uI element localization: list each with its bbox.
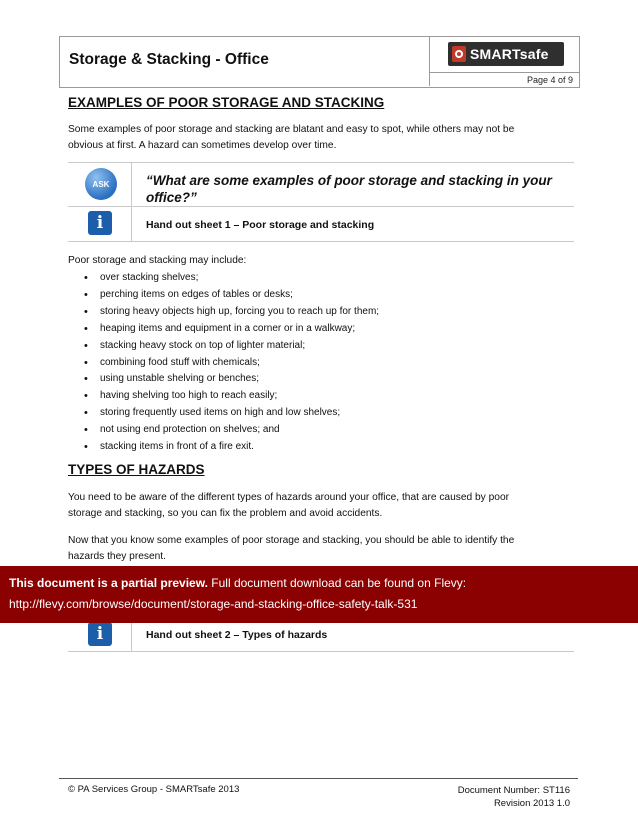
table-divider	[131, 163, 132, 241]
list-item: • stacking heavy stock on top of lighter material;	[80, 338, 379, 355]
intro-line: obvious at first. A hazard can sometimes develop over time.	[68, 140, 337, 151]
footer-divider	[59, 778, 578, 779]
list-item: • stacking items in front of a fire exit.	[80, 439, 379, 456]
list-item: • over stacking shelves;	[80, 270, 379, 287]
smartsafe-logo-icon	[452, 46, 466, 62]
preview-banner	[0, 566, 638, 623]
info-icon: i	[88, 211, 112, 235]
document-number: Document Number: ST116	[457, 785, 570, 796]
ask-icon: ASK	[85, 168, 117, 200]
ask-prompt-table	[68, 162, 574, 242]
intro-paragraph	[68, 122, 548, 154]
page-number: Page 4 of 9	[526, 75, 573, 85]
banner-bold-text: This document is a partial preview.	[9, 576, 208, 590]
list-intro: Poor storage and stacking may include:	[68, 255, 247, 266]
section-heading-examples: EXAMPLES OF POOR STORAGE AND STACKING	[68, 95, 385, 110]
info-icon: i	[88, 622, 112, 646]
paragraph-line: Now that you know some examples of poor storage and stacking, you should be able to identify the	[68, 535, 515, 546]
banner-text: Full document download can be found on Flevy:	[207, 576, 467, 590]
list-item: • storing frequently used items on high and low shelves;	[80, 405, 379, 422]
list-item: • perching items on edges of tables or desks;	[80, 287, 379, 304]
document-title: Storage & Stacking - Office	[69, 51, 269, 68]
list-item: • combining food stuff with chemicals;	[80, 355, 379, 372]
section-heading-hazards: TYPES OF HAZARDS	[68, 462, 205, 477]
banner-message	[9, 576, 466, 590]
intro-line: Some examples of poor storage and stacking are blatant and easy to spot, while others may not be	[68, 124, 515, 135]
handout-sheet-1: Hand out sheet 1 – Poor storage and stacking	[146, 219, 375, 231]
poor-storage-list	[80, 270, 379, 456]
footer-doc-info	[458, 784, 570, 810]
list-item: • having shelving too high to reach easily;	[80, 388, 379, 405]
paragraph-line: storage and stacking, so you can fix the problem and avoid accidents.	[68, 508, 383, 519]
question-line: “What are some examples of poor storage and stacking in your	[146, 173, 552, 188]
hazards-paragraph-1	[68, 490, 548, 522]
list-item: • not using end protection on shelves; and	[80, 422, 379, 439]
header-logo-cell	[430, 37, 579, 73]
paragraph-line: hazards they present.	[68, 551, 166, 562]
table-divider	[68, 206, 574, 207]
hazards-paragraph-2	[68, 533, 548, 565]
page-header	[59, 36, 580, 88]
paragraph-line: You need to be aware of the different types of hazards around your office, that are caused by poor	[68, 492, 510, 503]
list-item: • storing heavy objects high up, forcing you to reach up for them;	[80, 304, 379, 321]
discussion-question	[146, 172, 566, 206]
list-item: • heaping items and equipment in a corner or in a walkway;	[80, 321, 379, 338]
smartsafe-logo	[448, 42, 564, 66]
header-title-cell	[60, 37, 430, 86]
download-link[interactable]: http://flevy.com/browse/document/storage-and-stacking-office-safety-talk-531	[9, 597, 418, 611]
handout-sheet-2: Hand out sheet 2 – Types of hazards	[146, 629, 328, 641]
logo-text: SMARTsafe	[470, 46, 549, 62]
list-item: • using unstable shelving or benches;	[80, 371, 379, 388]
question-line: office?”	[146, 190, 197, 205]
footer-copyright: © PA Services Group - SMARTsafe 2013	[68, 784, 240, 795]
revision: Revision 2013 1.0	[493, 798, 570, 809]
